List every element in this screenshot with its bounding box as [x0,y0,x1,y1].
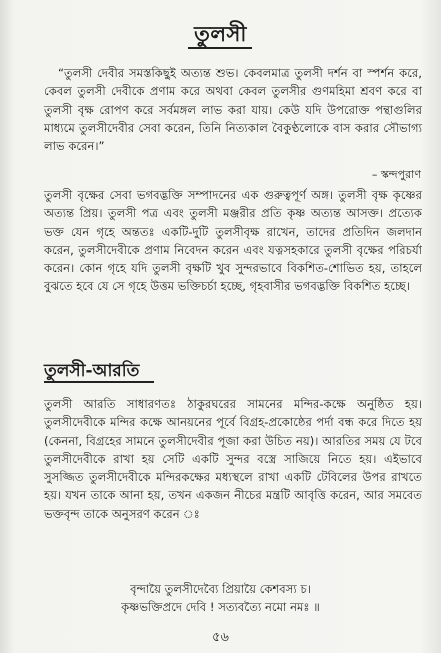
title-underline [188,47,252,49]
section-underline [44,381,154,383]
verse-line-2: কৃষ্ণভক্তিপ্রদে দেবি ! সত্যবত্যৈ নমো নমঃ ॥ [121,600,320,614]
page-number: ৫৬ [212,630,229,645]
section-heading: তুলসী-আরতি [44,361,140,381]
paragraph-tulsi-arati: তুলসী আরতি সাধারণতঃ ঠাকুরঘরের সামনের মন্দির-কক্ষে অনুষ্ঠিত হয়। তুলসীদেবীকে মন্দির কক্ষে আনয়নের পূর্বে বিগ্রহ-প্রকোষ্ঠের পর্দা বন্ধ করে দিতে হয় (কেননা, বিগ্রহের সামনে তুলসীদেবীর পূজা করা উচিত নয়)। আরতির সময় যে টবে তুলসীদেবীকে রাখা হয় সেটি একটি সুন্দর বস্ত্রে সাজিয়ে নিতে হয়। এইভাবে সুসজ্জিত তুলসীদেবীকে মন্দিরকক্ষের মধ্যস্থলে রাখা একটি টেবিলের উপর রাখতে হয়। যখন তাকে আনা হয়, তখন একজন নীচের মন্ত্রটি আবৃত্তি করেন, আর সমবেত ভক্তবৃন্দ তাকে অনুসরণ করেন ঃ [44,397,422,521]
intro-quote: “তুলসী দেবীর সমস্তকিছুই অত্যন্ত শুভ। কেবলমাত্র তুলসী দর্শন বা স্পর্শন করে, কেবল তুলসী দেবীকে প্রণাম করে অথবা কেবল তুলসীর গুণমহিমা শ্রবণ করে বা তুলসী বৃক্ষ রোপণ করে সর্বমঙ্গল লাভ করা যায়। কেউ যদি উপরোক্ত পন্থাগুলির মাধ্যমে তুলসীদেবীর সেবা করেন, তিনি নিত্যকাল বৈকুণ্ঠলোকে বাস করার সৌভাগ্য লাভ করেন।” [44,66,422,154]
paragraph-tulsi-service: তুলসী বৃক্ষের সেবা ভগবদ্ভক্তি সম্পাদনের এক গুরুত্বপূর্ণ অঙ্গ। তুলসী বৃক্ষ কৃষ্ণের অত্যন্ত প্রিয়। তুলসী পত্র এবং তুলসী মঞ্জরীর প্রতি কৃষ্ণ অত্যন্ত আসক্ত। প্রত্যেক ভক্ত যেন গৃহে অন্ততঃ একটি-দুটি তুলসীবৃক্ষ রাখেন, তাদের প্রতিদিন জলদান করেন, তুলসীদেবীকে প্রণাম নিবেদন করেন এবং যত্নসহকারে তুলসী বৃক্ষের পরিচর্যা করেন। কোন গৃহে যদি তুলসী বৃক্ষটি খুব সুন্দরভাবে বিকশিত-শোভিত হয়, তাহলে বুঝতে হবে যে সে গৃহে উত্তম ভক্তিচর্চা হচ্ছে, গৃহবাসীর ভগবদ্ভক্তি বিকশিত হচ্ছে। [44,188,422,294]
verse-line-1: বৃন্দায়ৈ তুলসীদেব্যৈ প্রিয়ায়ৈ কেশবস্য চ। [130,582,311,596]
page-title: তুলসী [194,22,247,46]
quote-attribution: – স্কন্দপুরাণ [371,168,421,181]
